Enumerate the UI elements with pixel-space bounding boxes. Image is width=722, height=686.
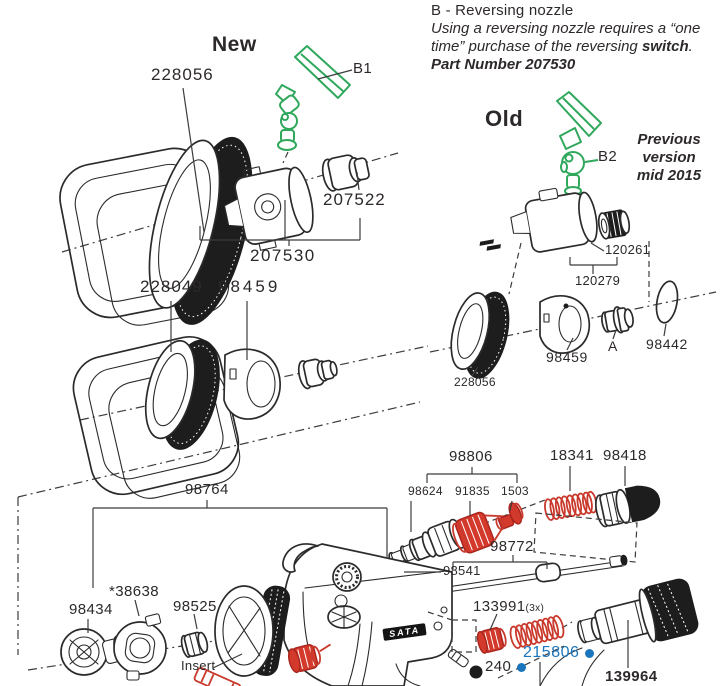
part-label-120279: 120279 — [575, 273, 621, 288]
note-part-number: Part Number 207530 — [431, 56, 576, 73]
note-heading: B - Reversing nozzle — [431, 2, 574, 19]
part-label-207530: 207530 — [250, 246, 316, 265]
part-label-98459-old: 98459 — [546, 349, 588, 365]
callout-b2: B2 — [598, 148, 618, 165]
section-title-new: New — [212, 33, 257, 56]
part-label-38638: *38638 — [109, 583, 159, 600]
callout-a: A — [608, 338, 618, 354]
part-label-98442: 98442 — [646, 336, 688, 352]
part-label-98624: 98624 — [408, 484, 443, 498]
part-label-98459-left: 98459 — [218, 277, 281, 296]
part-label-18341: 18341 — [550, 447, 594, 464]
note-body-line2: time” purchase of the reversing switch. — [431, 38, 693, 55]
part-label-98418: 98418 — [603, 447, 647, 464]
part-label-98764: 98764 — [185, 481, 229, 498]
part-label-228056-old: 228056 — [454, 375, 496, 389]
note-body-line1: Using a reversing nozzle requires a “one — [431, 20, 701, 37]
part-label-98525: 98525 — [173, 598, 217, 615]
part-label-228056-new: 228056 — [151, 65, 214, 84]
blue-dot-215806 — [585, 649, 594, 658]
blue-dot-240 — [517, 663, 526, 672]
part-label-215806: 215806 — [523, 645, 594, 662]
part-label-139964: 139964 — [605, 668, 658, 685]
part-label-1503: 1503 — [501, 484, 529, 498]
previous-version-note: Previous version mid 2015 — [636, 131, 702, 184]
part-label-207522: 207522 — [323, 190, 386, 209]
part-label-240: 240 — [485, 659, 526, 675]
part-label-120261: 120261 — [605, 242, 651, 257]
part-label-98434: 98434 — [69, 601, 113, 618]
part-label-228049: 228049 — [140, 277, 203, 296]
reversing-nozzle-note — [431, 2, 721, 74]
part-label-91835: 91835 — [455, 484, 490, 498]
part-label-133991: 133991(3x) — [473, 598, 545, 615]
part-label-98806: 98806 — [449, 448, 493, 465]
part-label-98541: 98541 — [443, 563, 481, 578]
section-title-old: Old — [485, 106, 524, 131]
gun-brand-logo: SATA — [382, 623, 426, 641]
part-label-98772: 98772 — [490, 538, 534, 555]
callout-b1: B1 — [353, 60, 373, 77]
callout-insert: Insert — [181, 658, 216, 673]
